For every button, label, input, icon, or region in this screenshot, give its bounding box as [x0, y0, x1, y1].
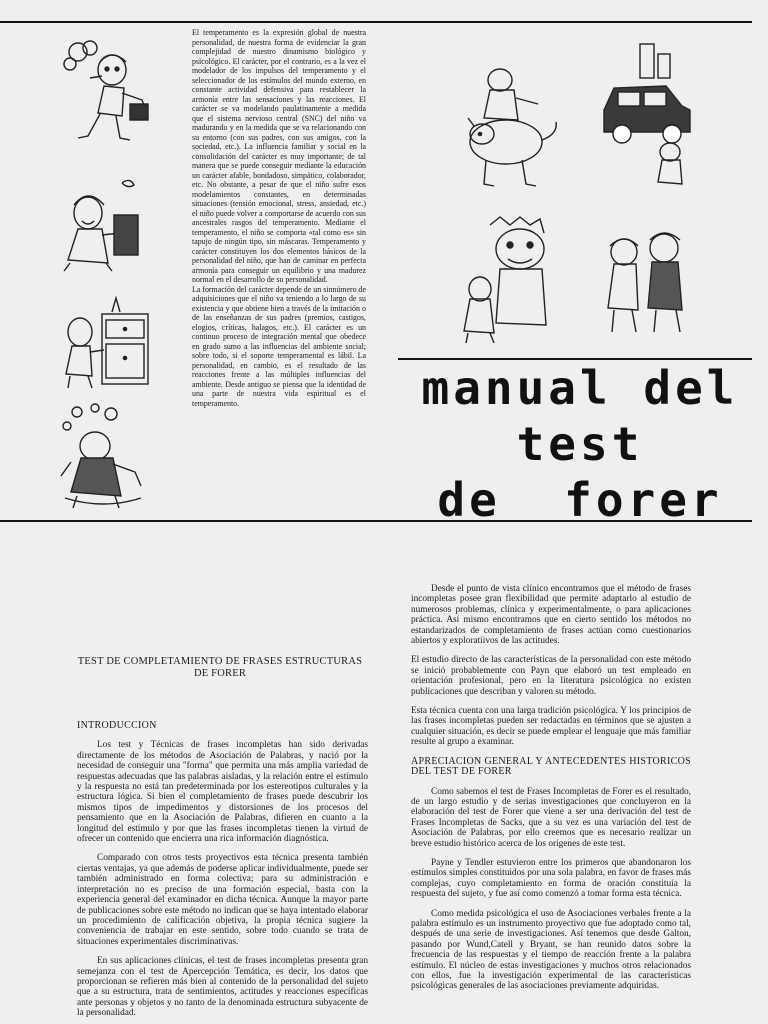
left-paragraph-1: Los test y Técnicas de frases incompletas han sido derivadas directamente de los métodos de Asociación de Palabras, y nació por la necesidad de conseguir una "forma" que permita una más amplia variedad de respuestas adecuadas que las palabras aisladas, y la relación entre el estímulo y la respuesta no está tan predeterminada por los estereotipos culturales y la estructura lógica. Si bien el completamiento de frases puede descubrir los mismos tipos de impedimentos y distorsiones de los procesos del pensamiento que en la Asociación de Palabras, difieren en cuanto a la longitud del estímulo y por que las frases incompletas tienen la virtud de ofrecer un contenido que encierra una rica información diagnóstica.	[77, 740, 368, 845]
cover-title-line-3: de forer	[437, 473, 723, 527]
cover-title-line-1: manual del	[421, 361, 739, 415]
right-paragraph-3: Esta técnica cuenta con una larga tradición psicológica. Y los principios de las frases incompletas pueden ser redactadas en términos que se ajusten a cualquier situación, es decir se puede emplear el lenguaje que más familiar resulte al grupo a examinar.	[411, 706, 691, 748]
article-main-heading: TEST DE COMPLETAMIENTO DE FRASES ESTRUCTURAS DE FORER	[77, 656, 363, 679]
cartoon-girl-dog-illustration	[466, 64, 566, 194]
cover-intro-paragraph-2: La formación del carácter depende de un sinnúmero de adquisiciones que el niño va teniendo a lo largo de su existencia y que obtiene bien a través de la imitación o de las enseñanzas de sus padres (premios, castigos, elogios, críticas, halagos, etc.). El carácter es un continuo proceso de integración mental que obedece en grado sumo a las influencias del ambiente social; sobre todo, si el soporte temperamental es lábil. La personalidad, en cambio, es el resultado de las reacciones frente a las múltiples influencias del ambiente. Desde antiguo se piensa que la identidad de una parte de nuestra vida espiritual es el temperamento.	[192, 284, 366, 408]
cartoon-car-children-illustration	[600, 40, 700, 190]
left-paragraph-2: Comparado con otros tests proyectivos esta técnica presenta también ciertas ventajas, ya que además de poderse aplicar individualmente, puede ser también administrado en forma colectiva; para su administración e interpretación no es preciso de una formación especial, basta con la experiencia general del examinador en dicha técnica. Aunque la mayor parte de publicaciones sobre este método no indican que se haya intentado elaborar un procedimiento de calificación objetiva, la propia técnica sugiere la conveniencia de trabajar en este sentido, sobre todo cuando se trata de situaciones experimentales discriminativas.	[77, 853, 368, 947]
cartoon-man-smoking-illustration	[60, 38, 155, 148]
right-paragraph-4: Como sabemos el test de Frases Incompletas de Forer es el resultado, de un largo estudio y de serias investigaciones que concluyeron en la elaboración del test de Forer que viene a ser una derivación del test de Frases Incompletas de Sacks, que a su vez es una variación del test de Asociación de Palabras, por ello creemos que es necesario realizar un breve estudio histórico acerca de los orígenes de este test.	[411, 786, 691, 849]
cartoon-monster-child-illustration	[460, 215, 560, 345]
cover-intro-paragraph-1: El temperamento es la expresión global de nuestra personalidad, de nuestra forma de evidenciar la gran complejidad de nuestro dinamismo biológico y psicológico. El carácter, por el contrario, es a la vez el modelador de los impulsos del temperamento y el seleccionador de los estímulos del mundo externo, en constante actividad defensiva para restablecer la armonía entre las sensaciones y las reacciones. El carácter se va modelando paulatinamente a medida que el sistema nervioso central (SNC) del niño va madurando y en la medida que se va relacionando con su entorno (con sus padres, con sus amigos, con la sociedad, etc.). La influencia familiar y social en la consolidación del carácter es muy importante; de tal manera que se puede conseguir mediante la educación un carácter afable, bondadoso, simpático, colaborador, etc. No obstante, a pesar de que el niño sufre esos modelamientos constantes, en determinadas situaciones (tensión emocional, stress, ansiedad, etc.) el niño puede volver a comportarse de acuerdo con sus ancestrales rasgos del temperamento. Mediante el temperamento, el niño se comporta «tal como es» sin tapujo de ningún tipo, sin máscaras. Temperamento y carácter constituyen los dos elementos básicos de la personalidad del niño, que han de caminar en perfecta armonía para conseguir un equilibrio y una madurez normal en el desarrollo de su personalidad.	[192, 28, 366, 284]
cartoon-girl-crying-illustration	[60, 175, 150, 275]
right-paragraph-2: El estudio directo de las características de la personalidad con este método se inició probablemente con Payn que elaboró un test empleado en orientación profesional, pero en la literatura psicológica no existen publicaciones que describan y valoren su método.	[411, 655, 691, 697]
right-paragraph-5: Payne y Tendler estuvieron entre los primeros que abandonaron los estímulos simples constituidos por una sola palabra, en favor de frases más complejas, cuyo completamiento en forma de oración constituía la respuesta del sujeto, y fue así como comenzó a tomar forma esta técnica.	[411, 857, 691, 900]
cartoon-two-children-illustration	[600, 228, 696, 340]
article-right-column	[411, 584, 691, 1024]
cartoon-child-drawer-illustration	[62, 292, 154, 392]
right-paragraph-6: Como medida psicológica el uso de Asociaciones verbales frente a la palabra estímulo es un instrumento proyectivo que fue adoptado como tal, después de una serie de investigaciones. Así tenemos que desde Galton, pasando por Wund,Catell y Bryant, se han reunido datos sobre la frecuencia de las respuestas y el tiempo de reacción frente a la palabra estímulo. El núcleo de estas investigaciones y muchos otros relacionados con ellos, fue la investigación experimental de las características psicológicas generales de las asociaciones previamente adquiridas.	[411, 908, 691, 992]
cover-intro-text	[192, 28, 366, 408]
cover-title	[410, 360, 750, 528]
history-heading: APRECIACION GENERAL Y ANTECEDENTES HISTORICOS DEL TEST DE FORER	[411, 755, 691, 778]
right-paragraph-1: Desde el punto de vista clínico encontramos que el método de frases incompletas posee gran flexibilidad que permite adaptarlo al estudio de numerosos problemas, clínica y experimentalmente, o para aplicaciones práctica. Así mismo encontramos que en cierto sentido los métodos no estandarizados de completamiento de frases actúan como cuestionarios abiertos y exploratiivos de las actitudes.	[411, 584, 691, 647]
cartoon-messy-child-illustration	[55, 402, 150, 514]
introduction-heading: INTRODUCCION	[77, 721, 157, 731]
top-rule	[0, 21, 752, 23]
left-paragraph-3: En sus aplicaciones clínicas, el test de frases incompletas presenta gran semejanza con el test de Apercepción Temática, es decir, los datos que proporcionan se refieren más bien al contenido de la personalidad del sujeto que a su estructura, trata de sentimientos, actitudes y reacciones específicas ante personas y objetos y no tanto de la denominada estructura subyacente de la personalidad.	[77, 956, 368, 1019]
article-left-column	[77, 721, 368, 1024]
cover-title-line-2: test	[516, 417, 644, 471]
